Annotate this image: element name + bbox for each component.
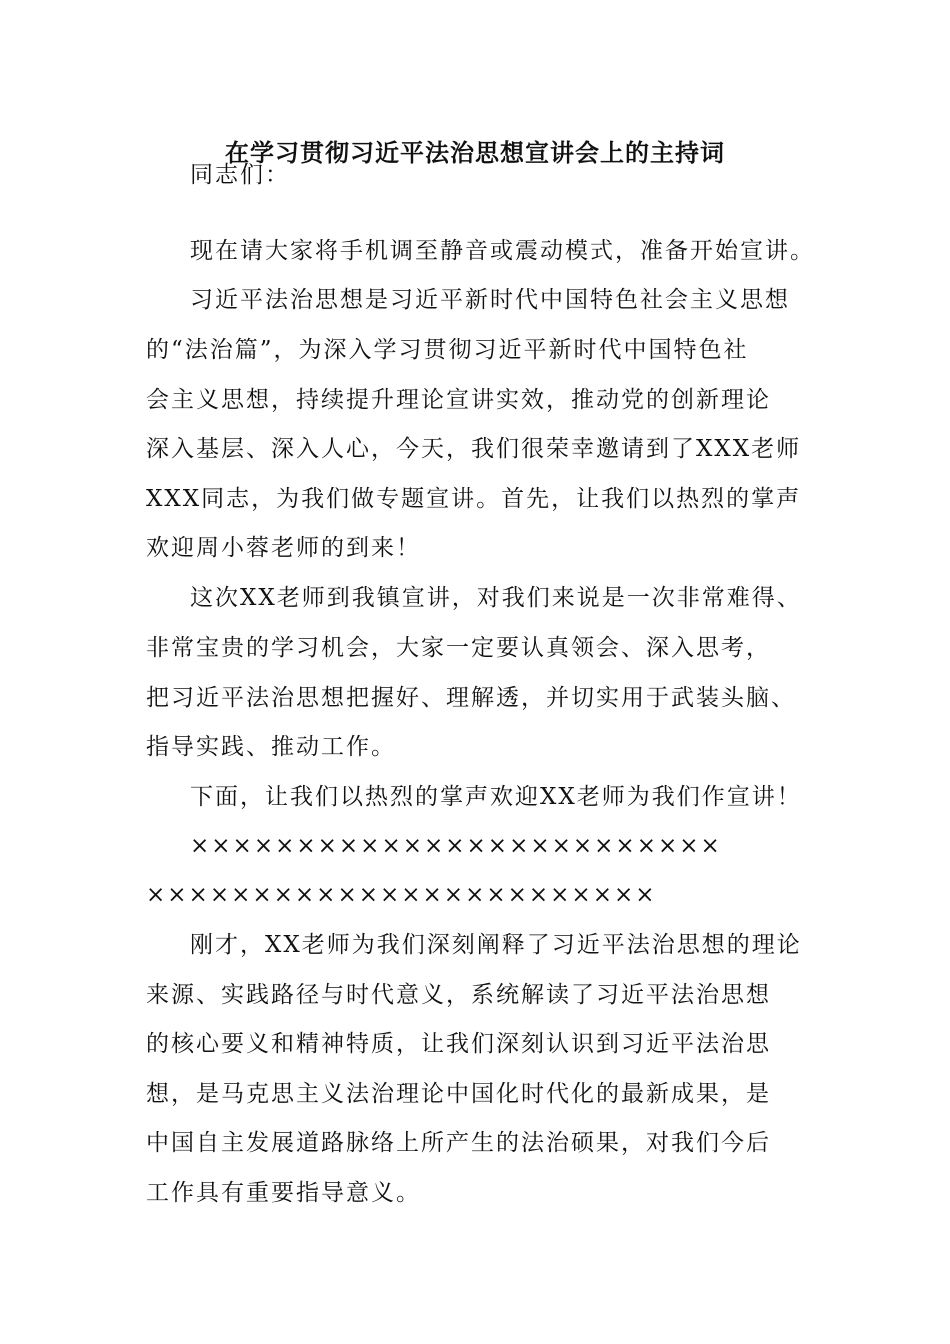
paragraph-line: 指导实践、推动工作。 bbox=[146, 734, 396, 760]
paragraph-line: 的“法治篇”，为深入学习贯彻习近平新时代中国特色社 bbox=[146, 337, 749, 363]
placeholder-line: ××××××××××××××××××××××××× bbox=[190, 833, 722, 859]
paragraph-line: 来源、实践路径与时代意义，系统解读了习近平法治思想 bbox=[146, 982, 771, 1008]
paragraph-line: 刚才，XX老师为我们深刻阐释了习近平法治思想的理论 bbox=[190, 932, 802, 958]
paragraph-line: 习近平法治思想是习近平新时代中国特色社会主义思想 bbox=[190, 287, 790, 313]
paragraph-line: 现在请大家将手机调至静音或震动模式，准备开始宣讲。 bbox=[190, 238, 815, 264]
paragraph-line: 工作具有重要指导意义。 bbox=[146, 1180, 421, 1206]
paragraph-line: 同志们： bbox=[190, 162, 290, 188]
document-title: 在学习贯彻习近平法治思想宣讲会上的主持词 bbox=[225, 138, 725, 167]
paragraph-line: 的核心要义和精神特质，让我们深刻认识到习近平法治思 bbox=[146, 1031, 771, 1057]
paragraph-line: 把习近平法治思想把握好、理解透，并切实用于武装头脑、 bbox=[146, 685, 796, 711]
paragraph-line: 中国自主发展道路脉络上所产生的法治硕果，对我们今后 bbox=[146, 1130, 771, 1156]
paragraph-line: 深入基层、深入人心，今天，我们很荣幸邀请到了XXX老师 bbox=[146, 436, 802, 462]
paragraph-line: 下面，让我们以热烈的掌声欢迎XX老师为我们作宣讲！ bbox=[190, 784, 802, 810]
placeholder-line: ×××××××××××××××××××××××× bbox=[146, 882, 657, 908]
paragraph-line: 非常宝贵的学习机会，大家一定要认真领会、深入思考， bbox=[146, 635, 771, 661]
paragraph-line: 会主义思想，持续提升理论宣讲实效，推动党的创新理论 bbox=[146, 387, 771, 413]
paragraph-line: 想，是马克思主义法治理论中国化时代化的最新成果，是 bbox=[146, 1081, 771, 1107]
paragraph-line: 欢迎周小蓉老师的到来！ bbox=[146, 535, 421, 561]
paragraph-line: XXX同志，为我们做专题宣讲。首先，让我们以热烈的掌声 bbox=[146, 486, 802, 512]
paragraph-line: 这次XX老师到我镇宣讲，对我们来说是一次非常难得、 bbox=[190, 585, 802, 611]
